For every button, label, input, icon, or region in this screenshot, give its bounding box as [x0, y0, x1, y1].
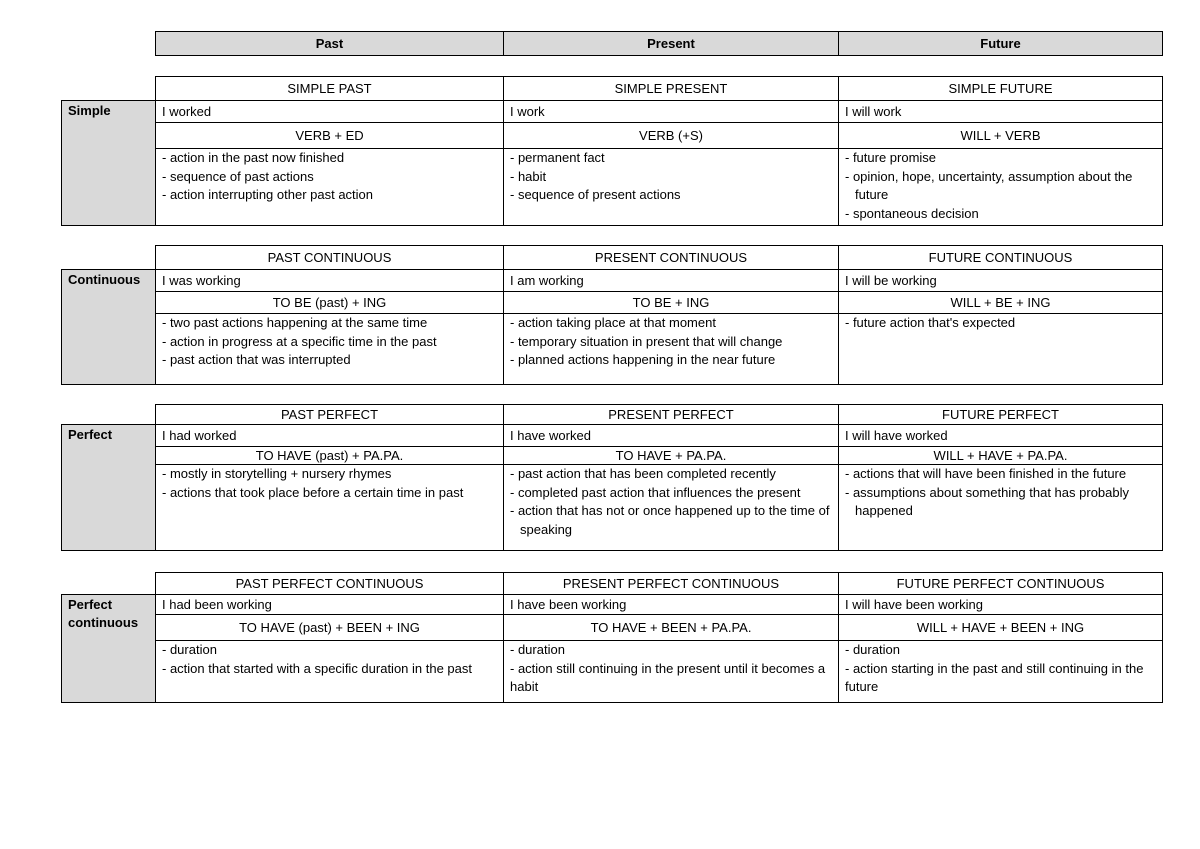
tense-usage — [503, 464, 839, 551]
section-label-border — [61, 594, 62, 703]
usage-item: - future promise — [845, 150, 937, 165]
tense-formula: TO HAVE (past) + BEEN + ING — [155, 614, 504, 641]
tense-usage — [503, 313, 839, 385]
usage-item: - sequence of present actions — [510, 187, 681, 202]
section-label-top-border — [61, 100, 156, 101]
usage-item: - assumptions about something that has probably happened — [845, 484, 1130, 518]
usage-item: - mostly in storytelling + nursery rhymes — [162, 466, 392, 481]
tense-example: I will work — [838, 100, 1163, 123]
tense-example: I am working — [503, 269, 839, 292]
tense-name: PRESENT PERFECT — [503, 404, 839, 425]
tense-example: I had worked — [155, 424, 504, 447]
section-label-border — [61, 269, 62, 385]
section-label-top-border — [61, 269, 156, 270]
tense-example: I have worked — [503, 424, 839, 447]
tense-example: I was working — [155, 269, 504, 292]
usage-item: - duration — [845, 642, 900, 657]
section-label: Perfect — [61, 424, 156, 551]
tense-usage — [155, 313, 504, 385]
tense-usage — [155, 464, 504, 551]
usage-item: - two past actions happening at the same time — [162, 315, 428, 330]
tense-example: I have been working — [503, 594, 839, 615]
tense-usage — [503, 640, 839, 703]
tense-usage — [838, 313, 1163, 385]
tense-example: I will have been working — [838, 594, 1163, 615]
tense-usage — [838, 640, 1163, 703]
tense-usage — [838, 464, 1163, 551]
usage-item: - duration — [162, 642, 217, 657]
section-label-border — [61, 424, 62, 551]
tense-example: I had been working — [155, 594, 504, 615]
usage-item: - sequence of past actions — [162, 168, 314, 184]
usage-item: - habit — [510, 168, 547, 184]
tense-name: FUTURE PERFECT — [838, 404, 1163, 425]
header-past: Past — [155, 31, 504, 56]
tense-name: PAST CONTINUOUS — [155, 245, 504, 270]
usage-item: - action that has not or once happened up to the time of speaking — [510, 503, 830, 537]
tense-name: PAST PERFECT — [155, 404, 504, 425]
section-label: Simple — [61, 100, 156, 226]
usage-item: - temporary situation in present that will change — [510, 333, 783, 349]
tense-name: PAST PERFECT CONTINUOUS — [155, 572, 504, 595]
tense-usage — [155, 148, 504, 226]
usage-item: - action that started with a specific duration in the past — [162, 660, 473, 676]
tense-usage — [503, 148, 839, 226]
usage-item: - past action that was interrupted — [162, 352, 351, 367]
tense-formula: VERB (+S) — [503, 122, 839, 149]
tense-formula: TO HAVE (past) + PA.PA. — [155, 446, 504, 465]
section-label-border — [61, 100, 62, 226]
usage-item: - action interrupting other past action — [162, 187, 374, 202]
tense-example: I work — [503, 100, 839, 123]
tense-formula: WILL + HAVE + BEEN + ING — [838, 614, 1163, 641]
tense-name: SIMPLE PRESENT — [503, 76, 839, 101]
usage-item: - action in progress at a specific time in the past — [162, 333, 437, 349]
tense-usage — [838, 148, 1163, 226]
tense-name: SIMPLE FUTURE — [838, 76, 1163, 101]
tense-name: SIMPLE PAST — [155, 76, 504, 101]
section-label-top-border — [61, 594, 156, 595]
usage-item: - planned actions happening in the near future — [510, 352, 776, 367]
header-future: Future — [838, 31, 1163, 56]
tense-formula: TO HAVE + BEEN + PA.PA. — [503, 614, 839, 641]
usage-item: - future action that's expected — [845, 315, 1016, 330]
tense-name: PRESENT PERFECT CONTINUOUS — [503, 572, 839, 595]
tense-formula: WILL + BE + ING — [838, 291, 1163, 314]
header-present: Present — [503, 31, 839, 56]
tense-formula: TO BE + ING — [503, 291, 839, 314]
usage-item: - actions that will have been finished in the future — [845, 466, 1127, 481]
tense-formula: VERB + ED — [155, 122, 504, 149]
section-label: Continuous — [61, 269, 156, 385]
usage-item: - action starting in the past and still continuing in the future — [845, 660, 1144, 694]
usage-item: - completed past action that influences the present — [510, 484, 801, 500]
tense-name: FUTURE CONTINUOUS — [838, 245, 1163, 270]
tense-example: I will have worked — [838, 424, 1163, 447]
tense-example: I worked — [155, 100, 504, 123]
usage-item: - past action that has been completed recently — [510, 466, 776, 481]
usage-item: - action still continuing in the present until it becomes a habit — [510, 660, 826, 694]
usage-item: - duration — [510, 642, 565, 657]
usage-item: - opinion, hope, uncertainty, assumption about the future — [845, 168, 1133, 202]
tense-name: FUTURE PERFECT CONTINUOUS — [838, 572, 1163, 595]
usage-item: - permanent fact — [510, 150, 605, 165]
section-label-top-border — [61, 424, 156, 425]
usage-item: - spontaneous decision — [845, 205, 979, 221]
tense-formula: TO BE (past) + ING — [155, 291, 504, 314]
tense-formula: WILL + HAVE + PA.PA. — [838, 446, 1163, 465]
tense-name: PRESENT CONTINUOUS — [503, 245, 839, 270]
tense-example: I will be working — [838, 269, 1163, 292]
usage-item: - action in the past now finished — [162, 150, 345, 165]
usage-item: - actions that took place before a certain time in past — [162, 484, 464, 500]
section-label: Perfect continuous — [61, 594, 156, 703]
tense-usage — [155, 640, 504, 703]
tense-formula: WILL + VERB — [838, 122, 1163, 149]
usage-item: - action taking place at that moment — [510, 315, 716, 330]
tense-formula: TO HAVE + PA.PA. — [503, 446, 839, 465]
